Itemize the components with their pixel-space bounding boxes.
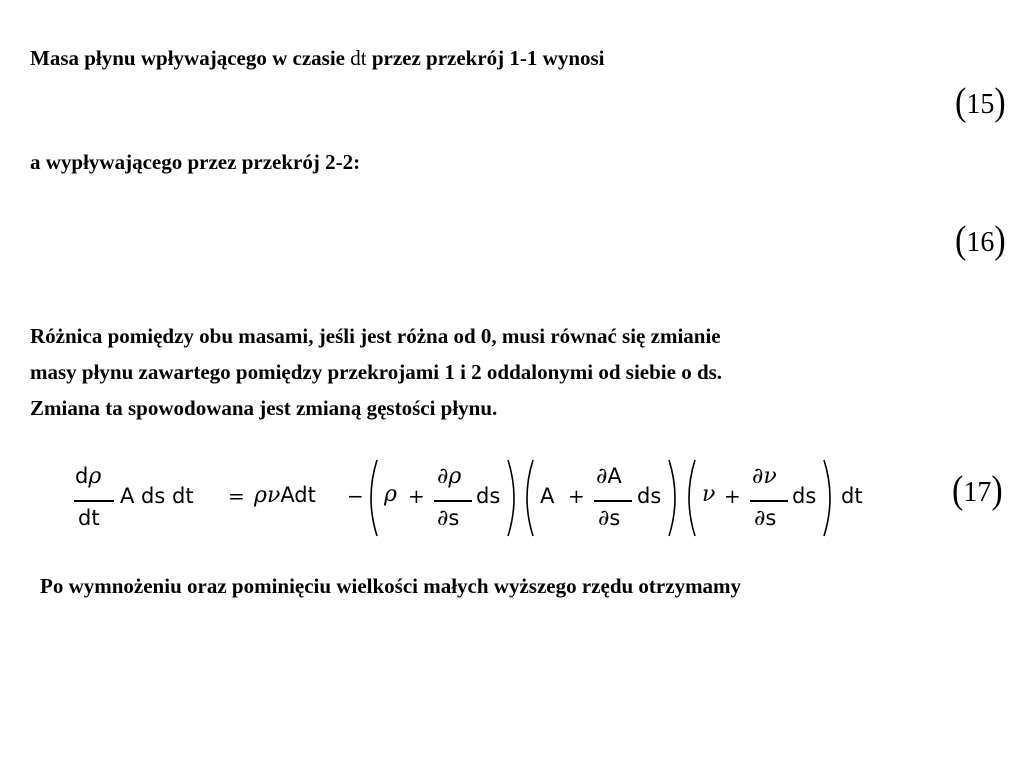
minus-sign: −	[347, 484, 364, 508]
plus-sign: +	[408, 484, 425, 508]
left-paren-icon	[520, 458, 536, 538]
ds-term: ds	[637, 484, 662, 508]
frac-denominator: ∂s	[754, 506, 777, 531]
area-symbol: A	[540, 484, 555, 508]
text-segment: przez przekrój 1-1 wynosi	[366, 46, 605, 70]
term-a-ds-dt: A ds dt	[120, 484, 194, 508]
frac-denominator: ∂s	[598, 506, 621, 531]
paragraph-line: masy płynu zawartego pomiędzy przekrojami 1 i 2 oddalonymi od siebie o ds.	[30, 360, 723, 384]
fraction-bar	[750, 500, 788, 502]
frac-denominator: ∂s	[437, 506, 460, 531]
text-segment: Masa płynu wpływającego w czasie	[30, 46, 351, 70]
right-paren-icon	[821, 458, 837, 538]
ds-term: ds	[792, 484, 817, 508]
paragraph-line: Różnica pomiędzy obu masami, jeśli jest różna od 0, musi równać się zmianie	[30, 324, 721, 348]
dt-term: dt	[841, 484, 863, 508]
ds-term: ds	[476, 484, 501, 508]
plus-sign: +	[724, 484, 741, 508]
left-paren-icon	[364, 458, 380, 538]
equation-number-17: (17)	[952, 469, 1003, 512]
term-rho-nu-adt: ρνAdt	[254, 483, 316, 508]
text-line-result: Po wymnożeniu oraz pominięciu wielkości małych wyższego rzędu otrzymamy	[40, 574, 742, 598]
frac-denominator: dt	[78, 506, 100, 530]
fraction-bar	[594, 500, 632, 502]
frac-numerator: ∂ρ	[437, 464, 462, 489]
equation-number-15: (15)	[955, 81, 1006, 124]
frac-numerator: ∂ν	[752, 464, 777, 489]
paragraph-line: Zmiana ta spowodowana jest zmianą gęstości płynu.	[30, 396, 498, 420]
right-paren-icon	[666, 458, 682, 538]
plus-sign: +	[568, 484, 585, 508]
text-line-mass-outflow: a wypływającego przez przekrój 2-2:	[30, 150, 361, 174]
nu-symbol: ν	[702, 482, 716, 507]
equation-number-16: (16)	[955, 219, 1006, 262]
right-paren-icon	[505, 458, 521, 538]
equals-sign: =	[228, 484, 245, 508]
fraction-bar	[434, 500, 472, 502]
rho-symbol: ρ	[384, 482, 397, 507]
left-paren-icon	[682, 458, 698, 538]
text-segment-dt: dt	[350, 46, 367, 70]
frac-numerator: ∂A	[596, 464, 622, 489]
frac-numerator: dρ	[75, 464, 102, 489]
fraction-bar	[74, 500, 114, 502]
